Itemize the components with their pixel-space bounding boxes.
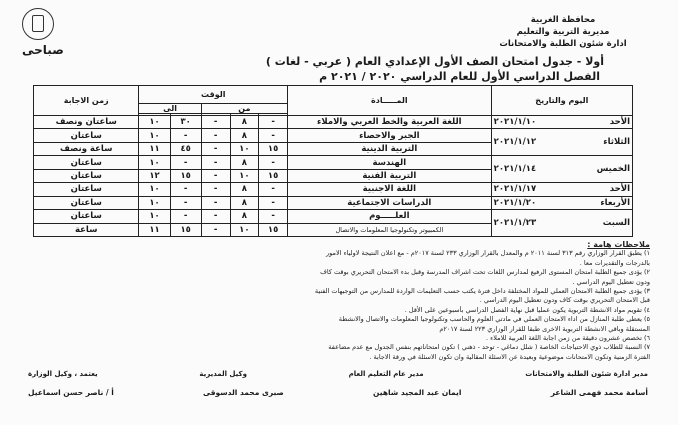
- to-hour-cell: ١١: [139, 223, 170, 237]
- subject-cell: الجبر والاحصاء: [288, 129, 492, 142]
- from-extra-cell: -: [201, 223, 230, 237]
- signatory-title: وكيل المديرية: [199, 370, 247, 378]
- from-hour-cell: ٨: [230, 196, 259, 209]
- note-line: ٢) يؤدى جميع الطلبة امتحان المستوى الرفيع لمدارس اللغات تحت اشراف المدرسة وقبل بدء الامتحان التحريري بوقت كاف: [320, 268, 650, 277]
- from-extra-cell: -: [201, 116, 230, 129]
- note-line: ٦) تخصص عشرون دقيقة من زمن اجابة اللغة العربية للاملاء .: [486, 334, 650, 343]
- signatory-title: مدير ادارة شئون الطلبة والامتحانات: [525, 370, 648, 378]
- note-line: المستقلة وباقي الانشطة التربوية الاخرى طبقا للقرار الوزاري ٢٢٣ لسنة ٢٠١٧م: [439, 324, 650, 333]
- note-line: ودون تعطيل اليوم الدراسي .: [572, 277, 650, 286]
- day-date-cell: الثلاثاء ٢٠٢١/١/١٢: [491, 129, 632, 156]
- from-hour-cell: ٨: [230, 210, 259, 223]
- day-date-cell: السبت ٢٠٢١/١/٢٣: [491, 210, 632, 237]
- note-line: ٣) يؤدى جميع الطلبة الامتحان العملي للمواد المختلفة داخل فترة يكتب حسب التعليمات الواردة للمدارس من التوجيهات الفنية: [314, 287, 650, 296]
- to-minute-cell: -: [170, 183, 201, 196]
- from-hour-cell: ٨: [230, 116, 259, 129]
- to-minute-cell: ٣٠: [170, 116, 201, 129]
- to-hour-cell: ١٠: [139, 116, 170, 129]
- subject-cell: التربية الفنية: [288, 169, 492, 182]
- duration-cell: ساعتان: [34, 129, 139, 142]
- ministry-logo-icon: [22, 8, 54, 40]
- from-extra-cell: -: [201, 142, 230, 155]
- to-minute-cell: ١٥: [170, 223, 201, 237]
- from-extra-cell: -: [201, 196, 230, 209]
- from-minute-cell: -: [259, 196, 288, 209]
- day-date-cell: الأحد ٢٠٢١/١/١٠: [491, 116, 632, 129]
- subject-cell: العلـــــوم: [288, 210, 492, 223]
- to-minute-cell: -: [170, 156, 201, 169]
- department-line: ادارة شئون الطلبة والامتحانات: [499, 39, 627, 49]
- directorate-line: مديرية التربية والتعليم: [516, 27, 610, 37]
- notes-heading: ملاحظات هامة :: [587, 240, 650, 249]
- header-day-date: اليوم والتاريخ: [491, 86, 632, 116]
- to-hour-cell: ١٠: [139, 183, 170, 196]
- from-extra-cell: -: [201, 183, 230, 196]
- duration-cell: ساعة: [34, 223, 139, 237]
- from-hour-cell: ٨: [230, 156, 259, 169]
- subject-cell: الهندسة: [288, 156, 492, 169]
- from-minute-cell: ١٥: [259, 223, 288, 237]
- note-line: ٧) النسبة للطلاب ذوي الاحتياجات الخاصة ( شلل دماغي - توحد - ذهني ) تكون امتحاناتهم بنفس الجدول مع عدم مضاعفة: [328, 343, 650, 352]
- to-hour-cell: ١٠: [139, 129, 170, 142]
- from-extra-cell: -: [201, 156, 230, 169]
- header-duration: زمن الاجابة: [34, 86, 139, 116]
- table-row: [34, 210, 633, 223]
- note-line: الفترة الزمنية وتكون الامتحانات موضوعية وبعيدة عن الاسئلة المقالية وان تكون الاسئلة في ورقة الاجابة .: [369, 352, 650, 361]
- day-date-cell: الأربعاء ٢٠٢١/١/٢٠: [491, 196, 632, 209]
- signatory-name: ايمان عبد المجيد شاهين: [373, 388, 462, 397]
- signatory-title: مدير عام التعليم العام: [348, 370, 424, 378]
- from-hour-cell: ١٠: [230, 142, 259, 155]
- duration-cell: ساعة ونصف: [34, 142, 139, 155]
- subject-cell: اللغة الاجنبية: [288, 183, 492, 196]
- to-minute-cell: -: [170, 129, 201, 142]
- from-minute-cell: -: [259, 129, 288, 142]
- from-minute-cell: -: [259, 156, 288, 169]
- header-subject: المـــــادة: [288, 86, 492, 116]
- header-to: الى: [139, 104, 201, 114]
- duration-cell: ساعتان: [34, 156, 139, 169]
- from-hour-cell: ١٠: [230, 169, 259, 182]
- table-row: [34, 116, 633, 129]
- from-minute-cell: -: [259, 210, 288, 223]
- duration-cell: ساعتان: [34, 196, 139, 209]
- to-hour-cell: ١٢: [139, 169, 170, 182]
- from-minute-cell: -: [259, 183, 288, 196]
- from-hour-cell: ٨: [230, 129, 259, 142]
- exam-title: أولا - جدول امتحان الصف الأول الإعدادي العام ( عربي - لغات ): [265, 55, 604, 68]
- table-row: [34, 183, 633, 196]
- duration-cell: ساعتان: [34, 210, 139, 223]
- signature-block: [28, 370, 648, 397]
- duration-cell: ساعتان: [34, 169, 139, 182]
- to-minute-cell: -: [170, 196, 201, 209]
- session-label: صباحى: [22, 43, 64, 57]
- important-notes: [30, 240, 650, 362]
- day-date-cell: الأحد ٢٠٢١/١/١٧: [491, 183, 632, 196]
- note-line: ٤) تقويم مواد الانشطة التربوية يكون عمليا قبل نهاية الفصل الدراسي بأسبوعين على الأقل .: [404, 305, 650, 314]
- from-minute-cell: ١٥: [259, 142, 288, 155]
- from-hour-cell: ١٠: [230, 223, 259, 237]
- subject-cell: التربية الدينية: [288, 142, 492, 155]
- subject-cell: الدراسات الاجتماعية: [288, 196, 492, 209]
- day-date-cell: الخميس ٢٠٢١/١/١٤: [491, 156, 632, 183]
- signatory-name: أسامة محمد فهمى الشاعر: [550, 388, 648, 397]
- governorate-line: محافظة الغربية: [530, 15, 596, 25]
- subject-cell: الكمبيوتر وتكنولوجيا المعلومات والاتصال: [288, 223, 492, 237]
- signatory-title: يعتمد ، وكيل الوزارة: [28, 370, 98, 378]
- header-time: الوقت: [139, 86, 288, 104]
- note-line: قبل الامتحان التحريري بوقت كاف ودون تعطيل اليوم الدراسي .: [479, 296, 650, 305]
- from-extra-cell: -: [201, 129, 230, 142]
- to-minute-cell: ٤٥: [170, 142, 201, 155]
- issuing-authority: [488, 14, 638, 50]
- table-row: [34, 196, 633, 209]
- from-minute-cell: ١٥: [259, 169, 288, 182]
- duration-cell: ساعتان: [34, 183, 139, 196]
- signatory-name: أ / ناصر حسن اسماعيل: [28, 388, 114, 397]
- to-hour-cell: ١٠: [139, 210, 170, 223]
- signatory-name: صبرى محمد الدسوقى: [203, 388, 284, 397]
- term-title: الفصل الدراسي الأول للعام الدراسي ٢٠٢٠ / ٢٠٢١ م: [319, 70, 600, 83]
- subject-cell: اللغة العربية والخط العربي والاملاء: [288, 116, 492, 129]
- to-hour-cell: ١١: [139, 142, 170, 155]
- from-extra-cell: -: [201, 169, 230, 182]
- from-minute-cell: -: [259, 116, 288, 129]
- table-row: [34, 129, 633, 142]
- note-line: ١) يطبق القرار الوزاري رقم ٣١٣ لسنة ٢٠١١ م والمعدل بالقرار الوزاري ٢٣٣ لسنة ٢٠١٧م - مع اعلان النتيجة لاولياء الامور: [326, 249, 650, 258]
- from-extra-cell: -: [201, 210, 230, 223]
- duration-cell: ساعتان ونصف: [34, 116, 139, 129]
- to-hour-cell: ١٠: [139, 196, 170, 209]
- header-from: من: [201, 104, 287, 114]
- from-hour-cell: ٨: [230, 183, 259, 196]
- note-line: ٥) يعطى طلبة المنازل من اداء الامتحان العملي في مادتي العلوم والحاسب وتكنولوجيا المعلومات والاتصال والانشطة: [338, 315, 650, 324]
- to-minute-cell: ١٥: [170, 169, 201, 182]
- to-hour-cell: ١٠: [139, 156, 170, 169]
- note-line: بالدرجات والتقديرات معا .: [579, 258, 650, 267]
- table-row: [34, 156, 633, 169]
- to-minute-cell: -: [170, 210, 201, 223]
- exam-schedule-table: [33, 85, 633, 237]
